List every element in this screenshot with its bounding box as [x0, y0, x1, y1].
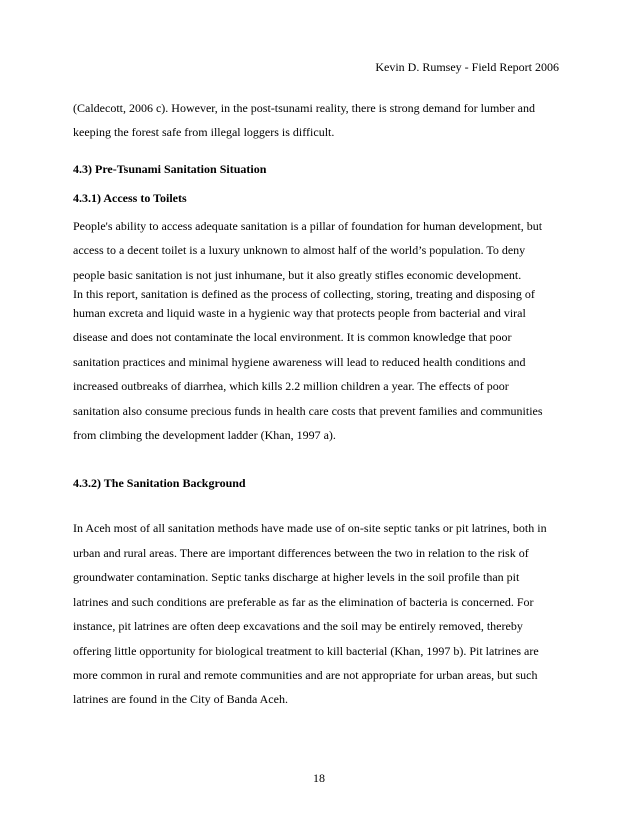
text-line: groundwater contamination. Septic tanks discharge at higher levels in the soil profile than pit — [73, 570, 520, 585]
text-line: more common in rural and remote communities and are not appropriate for urban areas, but such — [73, 667, 538, 682]
text-line: instance, pit latrines are often deep excavations and the soil may be entirely removed, thereby — [73, 619, 523, 634]
text-line: urban and rural areas. There are important differences between the two in relation to the risk of — [73, 545, 529, 560]
text-line: sanitation practices and minimal hygiene awareness will lead to reduced health conditions and — [73, 354, 526, 369]
text-line: access to a decent toilet is a luxury unknown to almost half of the world’s population. To deny — [73, 243, 526, 258]
text-line: latrines and such conditions are preferable as far as the elimination of bacteria is concerned. For — [73, 594, 534, 609]
text-line: disease and does not contaminate the local environment. It is common knowledge that poor — [73, 330, 512, 345]
text-line: offering little opportunity for biological treatment to kill bacterial (Khan, 1997 b). Pit latrines are — [73, 643, 539, 658]
section-heading-4-3: 4.3) Pre-Tsunami Sanitation Situation — [73, 161, 267, 176]
text-line: In Aceh most of all sanitation methods have made use of on-site septic tanks or pit latrines, both in — [73, 521, 547, 536]
text-line: people basic sanitation is not just inhumane, but it also greatly stifles economic development. — [73, 267, 522, 282]
text-line: human excreta and liquid waste in a hygienic way that protects people from bacterial and viral — [73, 306, 526, 321]
text-line: (Caldecott, 2006 c). However, in the post-tsunami reality, there is strong demand for lumber and — [73, 101, 535, 115]
text-line: latrines are found in the City of Banda Aceh. — [73, 692, 288, 707]
text-line: keeping the forest safe from illegal loggers is difficult. — [73, 125, 335, 140]
sanitation-background-paragraph — [73, 516, 573, 711]
text-line: People's ability to access adequate sanitation is a pillar of foundation for human development, but — [73, 218, 543, 233]
running-header: Kevin D. Rumsey - Field Report 2006 — [375, 60, 559, 74]
access-to-toilets-paragraph — [73, 214, 573, 448]
page-number: 18 — [313, 771, 325, 785]
section-heading-4-3-2: 4.3.2) The Sanitation Background — [73, 476, 246, 491]
text-line: increased outbreaks of diarrhea, which kills 2.2 million children a year. The effects of poor — [73, 379, 509, 394]
section-heading-4-3-1: 4.3.1) Access to Toilets — [73, 190, 187, 205]
text-line: sanitation also consume precious funds in health care costs that prevent families and communities — [73, 403, 543, 418]
intro-paragraph — [73, 96, 573, 145]
text-line: from climbing the development ladder (Khan, 1997 a). — [73, 428, 336, 443]
text-line: In this report, sanitation is defined as the process of collecting, storing, treating and disposing of — [73, 287, 535, 302]
page-content — [73, 96, 573, 712]
